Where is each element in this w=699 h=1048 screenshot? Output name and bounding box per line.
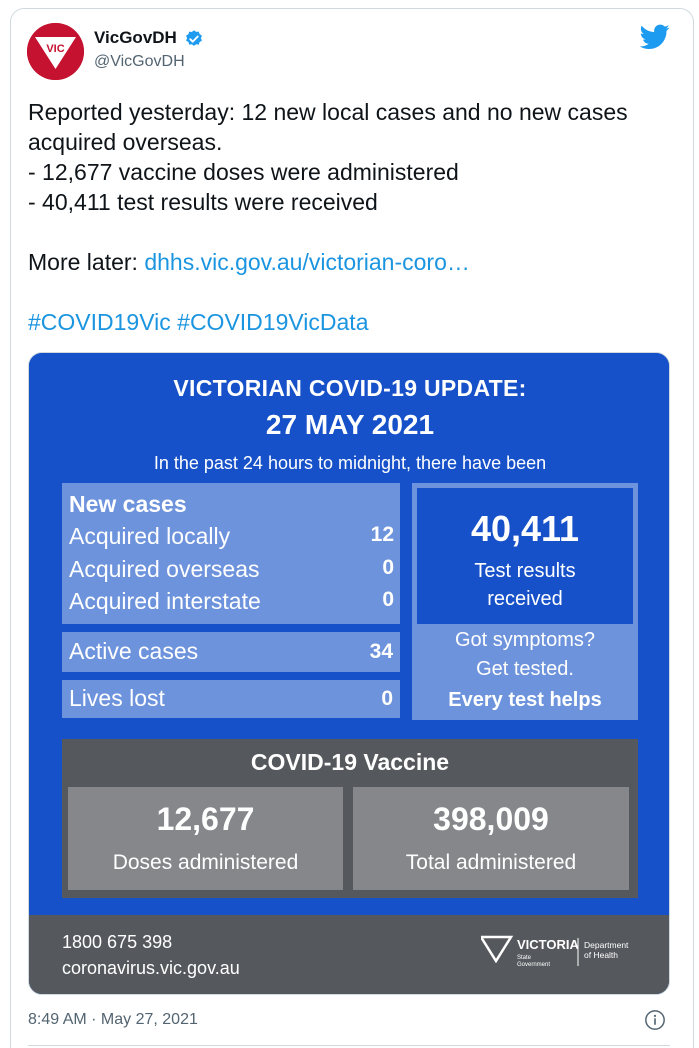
row-label: Acquired overseas: [69, 556, 260, 582]
more-later-line: [28, 247, 678, 277]
active-cases-panel: [62, 632, 400, 672]
tests-panel: [412, 483, 638, 720]
tests-note-line3: Every test helps: [448, 689, 602, 711]
tweet-line: - 40,411 test results were received: [28, 189, 378, 215]
avatar[interactable]: [27, 23, 84, 80]
tweet-line: - 12,677 vaccine doses were administered: [28, 159, 459, 185]
hashtags-line: [28, 307, 678, 337]
divider: [28, 1045, 670, 1046]
total-number: 398,009: [433, 801, 549, 837]
doses-number: 12,677: [156, 801, 255, 837]
doses-box: [68, 787, 343, 890]
tests-label-line1: Test results: [474, 560, 576, 582]
infographic-subtitle: In the past 24 hours to midnight, there have been: [153, 453, 547, 473]
svg-text:VIC: VIC: [46, 43, 65, 55]
tweet-line: Reported yesterday: 12 new local cases and no new cases: [28, 99, 628, 125]
tweet-timestamp[interactable]: 8:49 AM · May 27, 2021: [28, 1011, 198, 1028]
lives-lost-value: 0: [381, 687, 393, 710]
vaccine-title: COVID-19 Vaccine: [250, 749, 450, 775]
more-later-prefix: More later:: [28, 249, 145, 275]
total-box: [353, 787, 629, 890]
tests-note-line2: Get tested.: [476, 658, 574, 680]
hashtag-covid19vicdata[interactable]: #COVID19VicData: [177, 309, 369, 335]
new-cases-row: [69, 556, 394, 583]
hashtag-covid19vic[interactable]: #COVID19Vic: [28, 309, 171, 335]
footer-phone: 1800 675 398: [62, 932, 173, 952]
blank-line: [28, 277, 678, 307]
vic-logo-icon: [27, 23, 84, 80]
victoria-government-logo-icon: [481, 927, 641, 977]
svg-text:State: State: [517, 955, 532, 961]
tweet-line: acquired overseas.: [28, 129, 223, 155]
blank-line: [28, 217, 678, 247]
svg-text:Government: Government: [517, 962, 551, 968]
verified-badge-icon: [184, 29, 204, 49]
twitter-bird-icon[interactable]: [640, 24, 670, 50]
tests-note-line1: Got symptoms?: [454, 629, 596, 651]
svg-text:of Health: of Health: [584, 950, 619, 960]
active-cases-label: Active cases: [69, 638, 199, 664]
lives-lost-label: Lives lost: [69, 685, 165, 711]
svg-text:Department: Department: [584, 940, 629, 950]
row-label: Acquired interstate: [69, 588, 261, 614]
new-cases-panel: [62, 483, 400, 624]
lives-lost-panel: [62, 680, 400, 718]
tests-label-line2: received: [487, 588, 563, 610]
tests-inner-box: [417, 488, 633, 624]
tweet-body: [28, 97, 678, 337]
new-cases-row: [69, 588, 394, 615]
user-handle[interactable]: @VicGovDH: [94, 53, 185, 70]
active-cases-value: 34: [369, 640, 393, 663]
new-cases-row: [69, 523, 394, 550]
tests-number: 40,411: [470, 508, 580, 549]
row-label: Acquired locally: [69, 523, 231, 549]
infographic-footer: [29, 915, 670, 995]
info-icon[interactable]: [644, 1009, 666, 1031]
more-later-link[interactable]: dhhs.vic.gov.au/victorian-coro…: [144, 249, 470, 275]
new-cases-heading: New cases: [69, 491, 187, 517]
vaccine-panel: [62, 739, 638, 898]
row-value: 12: [370, 523, 394, 546]
row-value: 0: [382, 588, 394, 611]
total-label: Total administered: [405, 851, 577, 874]
svg-text:VICTORIA: VICTORIA: [517, 937, 579, 952]
tweet-image[interactable]: [28, 352, 670, 995]
footer-website: coronavirus.vic.gov.au: [62, 958, 240, 978]
display-name[interactable]: VicGovDH: [94, 28, 177, 47]
infographic-date: 27 MAY 2021: [265, 409, 435, 440]
doses-label: Doses administered: [112, 851, 299, 874]
row-value: 0: [382, 556, 394, 579]
infographic-title: VICTORIAN COVID-19 UPDATE:: [173, 375, 527, 401]
